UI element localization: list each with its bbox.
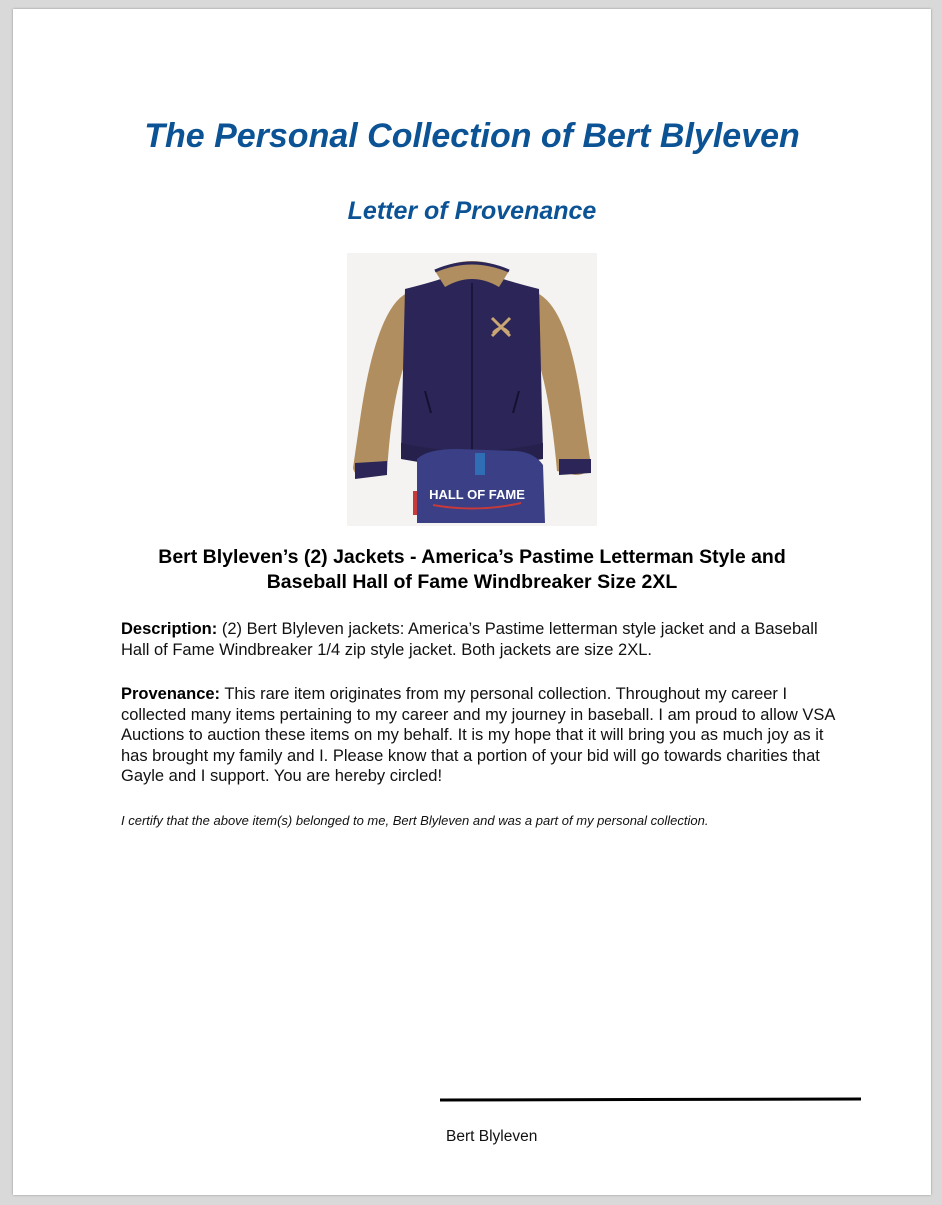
provenance-label: Provenance: — [121, 685, 221, 703]
item-title — [73, 545, 871, 595]
shirt-print-text: HALL OF FAME — [429, 487, 525, 502]
document-subtitle: Letter of Provenance — [347, 197, 597, 225]
jackets-photo — [347, 253, 597, 526]
item-title-line-1: Bert Blyleven’s (2) Jackets - America’s Pastime Letterman Style and — [158, 546, 786, 568]
description-text: (2) Bert Blyleven jackets: America’s Pastime letterman style jacket and a Baseball Hall of Fame Windbreaker 1/4 zip style jacket. Both jackets are size 2XL. — [121, 620, 818, 659]
document-page — [13, 9, 931, 1195]
description-paragraph — [121, 619, 836, 660]
description-label: Description: — [121, 620, 218, 638]
provenance-text: This rare item originates from my personal collection. Throughout my career I collected many items pertaining to my career and my journey in baseball. I am proud to allow VSA Auctions to auction these items on my behalf. It is my hope that it will bring you as much joy as it has brought my family and I. Please know that a portion of your bid will go towards charities that Gayle and I support. You are hereby circled! — [121, 685, 835, 785]
document-title: The Personal Collection of Bert Blyleven — [144, 117, 800, 155]
signature-line — [440, 1097, 861, 1101]
signature-name: Bert Blyleven — [446, 1128, 538, 1145]
item-title-line-2: Baseball Hall of Fame Windbreaker Size 2XL — [266, 571, 678, 593]
provenance-paragraph — [121, 684, 836, 787]
certification-statement: I certify that the above item(s) belonged to me, Bert Blyleven and was a part of my personal collection. — [121, 813, 709, 828]
